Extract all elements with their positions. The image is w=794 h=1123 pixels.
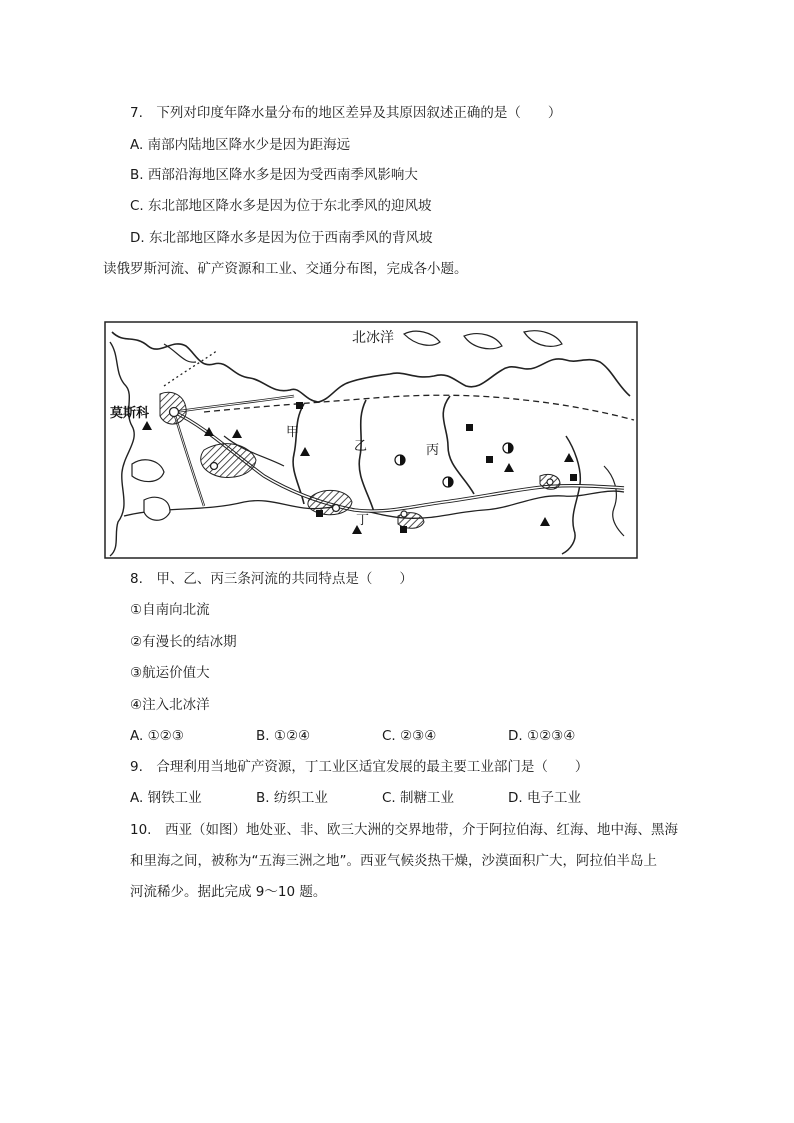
q10-line-1: 10. 西亚（如图）地处亚、非、欧三大洲的交界地带，介于阿拉伯海、红海、地中海、黑海 <box>130 822 678 838</box>
label-yi: 乙 <box>354 439 368 454</box>
q7-option-a: A. 南部内陆地区降水少是因为距海远 <box>130 137 351 153</box>
q9-option-b: B. 纺织工业 <box>256 790 328 806</box>
q9-option-d: D. 电子工业 <box>508 790 581 806</box>
oil-gas-symbol <box>395 455 405 465</box>
q7-option-c: C. 东北部地区降水多是因为位于东北季风的迎风坡 <box>130 198 432 214</box>
label-ding: 丁 <box>356 513 370 528</box>
q8-stem: 8. 甲、乙、丙三条河流的共同特点是（ ） <box>130 571 413 587</box>
label-bing: 丙 <box>426 443 440 458</box>
industry-ding <box>308 490 352 514</box>
q7-option-d: D. 东北部地区降水多是因为位于西南季风的背风坡 <box>130 230 433 246</box>
q8-option-b: B. ①②④ <box>256 728 311 744</box>
q8-statement-4: ④注入北冰洋 <box>130 697 210 713</box>
q8-option-c: C. ②③④ <box>382 728 437 744</box>
q8-option-a: A. ①②③ <box>130 728 184 744</box>
label-jia: 甲 <box>286 425 300 440</box>
q8-option-d: D. ①②③④ <box>508 728 576 744</box>
q10-line-2: 和里海之间，被称为“五海三洲之地”。西亚气候炎热干燥，沙漠面积广大，阿拉伯半岛上 <box>130 853 657 869</box>
russia-map <box>104 316 640 560</box>
q7-option-b: B. 西部沿海地区降水多是因为受西南季风影响大 <box>130 167 418 183</box>
q9-stem: 9. 合理利用当地矿产资源，丁工业区适宜发展的最主要工业部门是（ ） <box>130 759 589 775</box>
label-moscow: 莫斯科 <box>110 406 150 421</box>
q10-line-3: 河流稀少。据此完成 9～10 题。 <box>130 884 327 900</box>
map-intro: 读俄罗斯河流、矿产资源和工业、交通分布图，完成各小题。 <box>103 261 468 277</box>
q8-statement-2: ②有漫长的结冰期 <box>130 634 237 650</box>
iron-symbol <box>296 402 303 409</box>
label-ocean: 北冰洋 <box>352 330 394 346</box>
q7-stem: 7. 下列对印度年降水量分布的地区差异及其原因叙述正确的是（ ） <box>130 105 562 121</box>
map-frame <box>105 322 637 558</box>
q8-statement-3: ③航运价值大 <box>130 665 210 681</box>
q9-option-a: A. 钢铁工业 <box>130 790 202 806</box>
q8-statement-1: ①自南向北流 <box>130 602 210 618</box>
q9-option-c: C. 制糖工业 <box>382 790 455 806</box>
city-moscow <box>170 408 179 417</box>
